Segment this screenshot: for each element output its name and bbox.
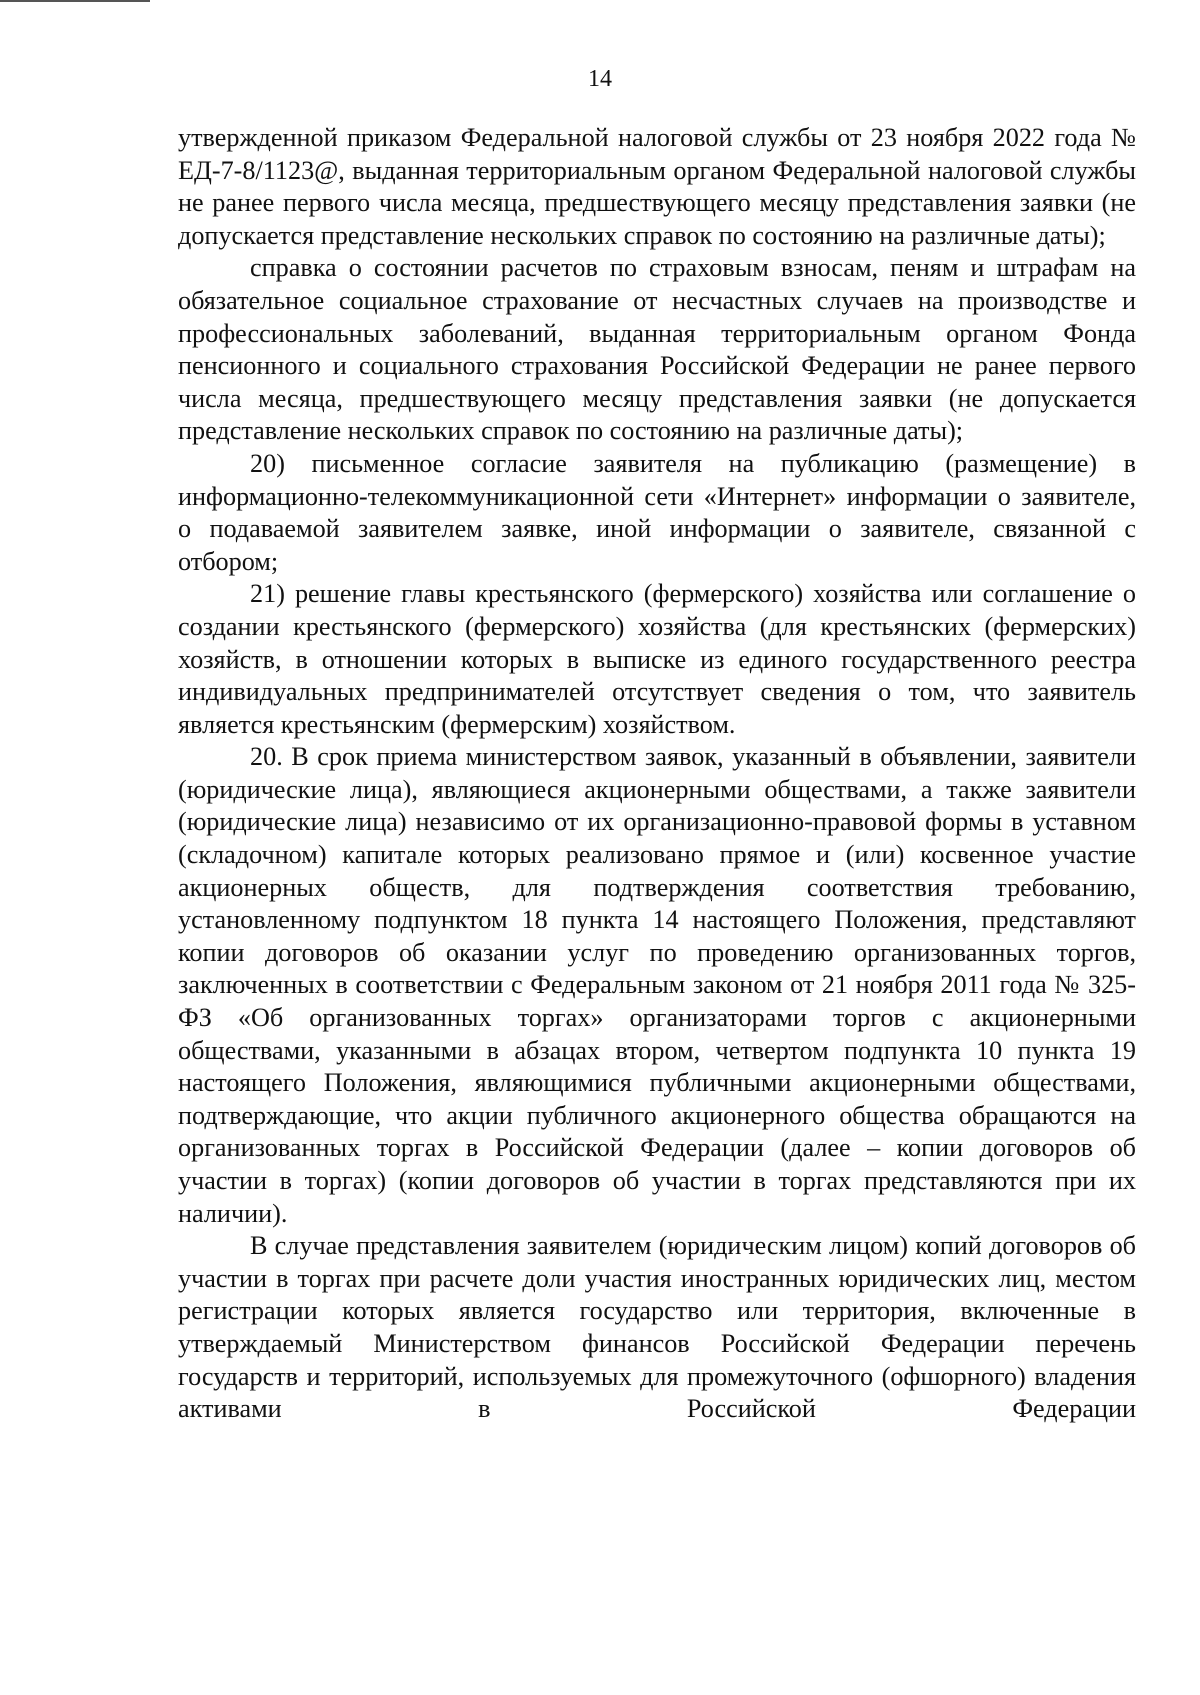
scan-edge-line [0, 0, 150, 2]
paragraph-insurance-certificate: справка о состоянии расчетов по страховым взносам, пеням и штрафам на обязательное социальное страхование от несчастных случаев на производстве и профессиональных заболеваний, выданная территориальным органом Фонда пенсионного и социального страхования Российской Федерации не ранее первого числа месяца, предшествующего месяцу представления заявки (не допускается представление нескольких справок по состоянию на различные даты); [178, 253, 1136, 446]
document-body [178, 122, 1136, 1426]
paragraph-item-20-consent: 20) письменное согласие заявителя на публикацию (размещение) в информационно-телекоммуникационной сети «Интернет» информации о заявителе, о подаваемой заявителем заявке, иной информации о заявителе, связанной с отбором; [178, 448, 1136, 576]
page-number: 14 [588, 66, 612, 92]
paragraph-clause-20-trading-contracts: 20. В срок приема министерством заявок, указанный в объявлении, заявители (юридические лица), являющиеся акционерными обществами, а также заявители (юридические лица) независимо от их организационно-правовой формы в уставном (складочном) капитале которых реализовано прямое и (или) косвенное участие акционерных обществ, для подтверждения соответствия требованию, установленному подпунктом 18 пункта 14 настоящего Положения, представляют копии договоров об оказании услуг по проведению организованных торгов, заключенных в соответствии с Федеральным законом от 21 ноября 2011 года № 325-ФЗ «Об организованных торгах» организаторами торгов с акционерными обществами, указанными в абзацах втором, четвертом подпункта 10 пункта 19 настоящего Положения, являющимися публичными акционерными обществами, подтверждающие, что акции публичного акционерного общества обращаются на организованных торгах в Российской Федерации (далее – копии договоров об участии в торгах) (копии договоров об участии в торгах представляются при их наличии). [178, 742, 1136, 1228]
paragraph-tax-certificate-continuation: утвержденной приказом Федеральной налоговой службы от 23 ноября 2022 года № ЕД-7-8/1123@, выданная территориальным органом Федеральной налоговой службы не ранее первого числа месяца, предшествующего месяцу представления заявки (не допускается представление нескольких справок по состоянию на различные даты); [178, 123, 1136, 250]
paragraph-item-21-farm-decision: 21) решение главы крестьянского (фермерского) хозяйства или соглашение о создании крестьянского (фермерского) хозяйства (для крестьянских (фермерских) хозяйств, в отношении которых в выписке из единого государственного реестра индивидуальных предпринимателей отсутствует сведения о том, что заявитель является крестьянским (фермерским) хозяйством. [178, 579, 1136, 739]
paragraph-offshore-share-calculation: В случае представления заявителем (юридическим лицом) копий договоров об участии в торгах при расчете доли участия иностранных юридических лиц, местом регистрации которых является государство или территория, включенные в утверждаемый Министерством финансов Российской Федерации перечень государств и территорий, используемых для промежуточного (офшорного) владения активами в Российской Федерации [178, 1231, 1136, 1424]
